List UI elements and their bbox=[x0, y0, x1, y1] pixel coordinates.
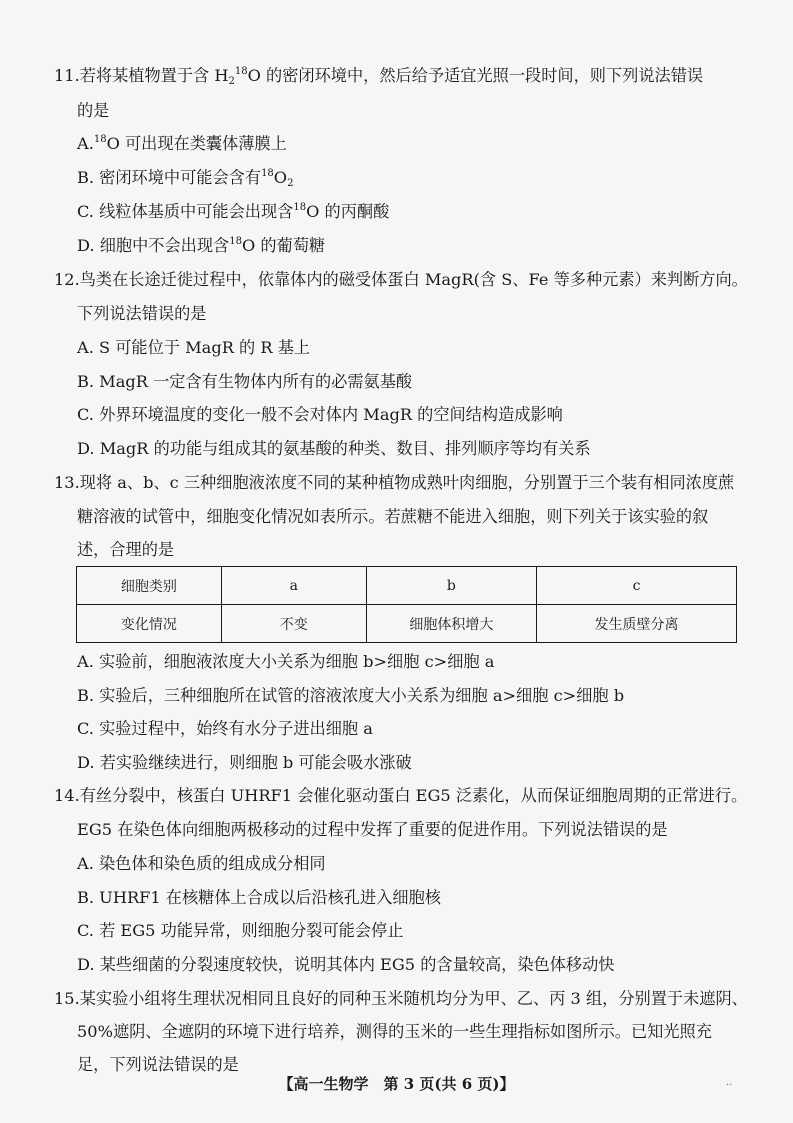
q12-stem-text: 鸟类在长途迁徙过程中，依靠体内的磁受体蛋白 MagR(含 S、Fe 等多种元素）来判断方向。 bbox=[79, 270, 748, 289]
q14-option-a: A. 染色体和染色质的组成成分相同 bbox=[77, 854, 326, 873]
q15-stem-line1 bbox=[54, 989, 748, 1009]
q11-number: 11. bbox=[54, 66, 80, 85]
option-text: O 的葡萄糖 bbox=[241, 236, 326, 255]
q12-number: 12. bbox=[54, 270, 80, 289]
q15-stem-line2: 50%遮阴、全遮阴的环境下进行培养，测得的玉米的一些生理指标如图所示。已知光照充 bbox=[77, 1022, 712, 1041]
q13-option-c: C. 实验过程中，始终有水分子进出细胞 a bbox=[77, 719, 373, 738]
table-cell: a bbox=[221, 567, 366, 605]
superscript: 18 bbox=[293, 202, 307, 213]
q15-stem-text: 某实验小组将生理状况相同且良好的同种玉米随机均分为甲、乙、丙 3 组，分别置于未遮阴、 bbox=[79, 989, 748, 1008]
q14-stem-text: 有丝分裂中，核蛋白 UHRF1 会催化驱动蛋白 EG5 泛素化，从而保证细胞周期的正常进行。 bbox=[79, 786, 748, 805]
q14-number: 14. bbox=[54, 786, 80, 805]
q12-stem-line1 bbox=[54, 270, 748, 290]
table-cell: 变化情况 bbox=[77, 605, 222, 643]
q12-option-a: A. S 可能位于 MagR 的 R 基上 bbox=[77, 338, 311, 357]
table-row bbox=[77, 605, 737, 643]
page-footer: 【高一生物学 第 3 页(共 6 页)】 bbox=[278, 1075, 515, 1093]
table-cell: 细胞体积增大 bbox=[366, 605, 536, 643]
table-cell: 细胞类别 bbox=[77, 567, 222, 605]
q14-option-b: B. UHRF1 在核糖体上合成以后沿核孔进入细胞核 bbox=[77, 888, 441, 907]
q11-option-c bbox=[77, 202, 389, 222]
q13-number: 13. bbox=[54, 473, 80, 492]
q11-stem-text: 若将某植物置于含 H bbox=[79, 66, 229, 85]
q11-subscript: 2 bbox=[228, 76, 235, 87]
option-text: C. 线粒体基质中可能会出现含 bbox=[77, 202, 294, 221]
table-cell: c bbox=[537, 567, 737, 605]
q13-stem-line1 bbox=[54, 473, 734, 493]
q14-stem-line2: EG5 在染色体向细胞两极移动的过程中发挥了重要的促进作用。下列说法错误的是 bbox=[77, 820, 668, 839]
option-text: O 的丙酮酸 bbox=[306, 202, 390, 221]
q13-option-d: D. 若实验继续进行，则细胞 b 可能会吸水涨破 bbox=[77, 753, 412, 772]
q15-number: 15. bbox=[54, 989, 80, 1008]
q12-option-d: D. MagR 的功能与组成其的氨基酸的种类、数目、排列顺序等均有关系 bbox=[77, 439, 591, 458]
superscript: 18 bbox=[261, 168, 274, 179]
q12-option-b: B. MagR 一定含有生物体内所有的必需氨基酸 bbox=[77, 372, 413, 391]
q15-stem-line3: 足，下列说法错误的是 bbox=[77, 1055, 239, 1074]
table-cell: 不变 bbox=[221, 605, 366, 643]
table-cell: b bbox=[366, 567, 536, 605]
q11-stem-text-2: O 的密闭环境中，然后给予适宜光照一段时间，则下列说法错误 bbox=[247, 66, 704, 85]
q13-stem-line2: 糖溶液的试管中，细胞变化情况如表所示。若蔗糖不能进入细胞，则下列关于该实验的叙 bbox=[77, 507, 709, 526]
q11-option-d bbox=[77, 236, 325, 256]
q14-stem-line1 bbox=[54, 786, 747, 806]
q13-option-a: A. 实验前，细胞液浓度大小关系为细胞 b>细胞 c>细胞 a bbox=[77, 652, 495, 671]
option-label: A. bbox=[77, 134, 94, 153]
option-text: B. 密闭环境中可能会含有 bbox=[77, 168, 262, 187]
q12-option-c: C. 外界环境温度的变化一般不会对体内 MagR 的空间结构造成影响 bbox=[77, 405, 563, 424]
q11-option-b bbox=[77, 168, 293, 188]
q11-option-a bbox=[77, 134, 287, 154]
option-text: O bbox=[273, 168, 288, 187]
q11-stem-line1 bbox=[54, 66, 703, 86]
corner-mark: ·· bbox=[726, 1080, 733, 1091]
q13-stem-line3: 述，合理的是 bbox=[77, 540, 175, 559]
q12-stem-line2: 下列说法错误的是 bbox=[77, 304, 207, 323]
subscript: 2 bbox=[287, 178, 294, 189]
superscript: 18 bbox=[229, 236, 242, 247]
table-cell: 发生质壁分离 bbox=[537, 605, 737, 643]
q13-option-b: B. 实验后，三种细胞所在试管的溶液浓度大小关系为细胞 a>细胞 c>细胞 b bbox=[77, 686, 625, 705]
q14-option-d: D. 某些细菌的分裂速度较快，说明其体内 EG5 的含量较高，染色体移动快 bbox=[77, 955, 615, 974]
table-row bbox=[77, 567, 737, 605]
superscript: 18 bbox=[93, 134, 107, 145]
option-text: D. 细胞中不会出现含 bbox=[77, 236, 230, 255]
option-text: O 可出现在类囊体薄膜上 bbox=[106, 134, 287, 153]
q11-superscript: 18 bbox=[234, 66, 248, 77]
q13-stem-text: 现将 a、b、c 三种细胞液浓度不同的某种植物成熟叶肉细胞，分别置于三个装有相同浓度蔗 bbox=[79, 473, 735, 492]
q11-stem-line2: 的是 bbox=[77, 101, 110, 120]
q14-option-c: C. 若 EG5 功能异常，则细胞分裂可能会停止 bbox=[77, 921, 404, 940]
cell-change-table bbox=[76, 566, 737, 643]
